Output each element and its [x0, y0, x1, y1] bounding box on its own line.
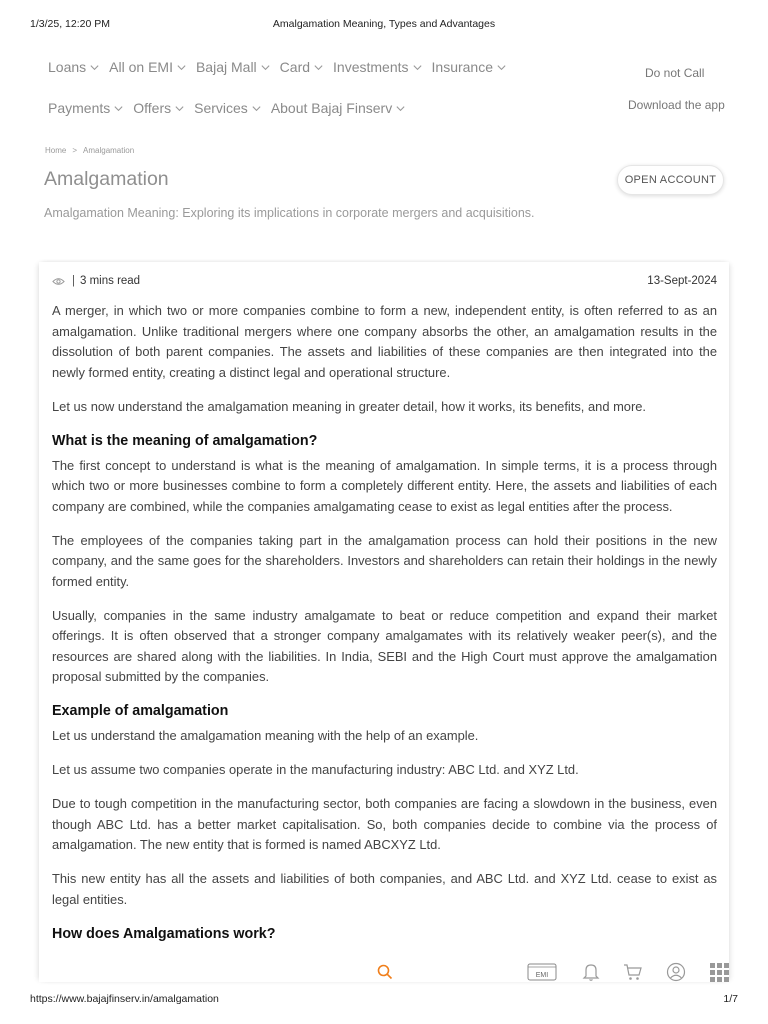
- nav-label: Investments: [333, 59, 409, 75]
- nav-item-payments[interactable]: [48, 100, 124, 116]
- chevron-down-icon: [176, 62, 187, 73]
- paragraph: This new entity has all the assets and liabilities of both companies, and ABC Ltd. and XYZ Ltd. cease to exist as legal entities.: [52, 871, 717, 907]
- paragraph: Let us assume two companies operate in the manufacturing industry: ABC Ltd. and XYZ Ltd.: [52, 762, 579, 777]
- nav-label: Bajaj Mall: [195, 59, 257, 75]
- do-not-call-link[interactable]: Do not Call: [645, 66, 705, 80]
- breadcrumb: [45, 146, 134, 155]
- print-doc-title: Amalgamation Meaning, Types and Advantages: [272, 18, 496, 30]
- nav-item-bajaj-mall[interactable]: [196, 59, 271, 75]
- page-title: Amalgamation: [44, 168, 169, 190]
- breadcrumb-current: Amalgamation: [83, 146, 135, 155]
- paragraph: A merger, in which two or more companies combine to form a new, independent entity, is often referred to as an amalgamation. Unlike traditional mergers where one company absorbs the other, an amalgamation results in the dissolution of both parent companies. The assets and liabilities of these companies are then integrated into the newly formed entity, creating a distinct legal and operational structure.: [52, 303, 717, 380]
- cart-icon[interactable]: [622, 961, 644, 983]
- open-account-button[interactable]: OPEN ACCOUNT: [617, 165, 724, 195]
- paragraph: Usually, companies in the same industry amalgamate to beat or reduce competition and expand their market offerings. It is often observed that a stronger company amalgamates with its relatively weaker peer(s), and the resources are shared along with the liabilities. In India, SEBI and the High Court must approve the amalgamation proposal submitted by the companies.: [52, 607, 717, 684]
- main-nav-row-2: [48, 100, 415, 116]
- apps-grid-icon[interactable]: [708, 961, 730, 983]
- nav-label: Loans: [48, 59, 87, 75]
- nav-item-offers[interactable]: [133, 100, 185, 116]
- nav-item-card[interactable]: [280, 59, 324, 75]
- nav-item-about-bajaj-finserv[interactable]: [271, 100, 406, 116]
- meta-separator: |: [72, 275, 75, 287]
- chevron-down-icon: [496, 62, 507, 73]
- print-page-indicator: 1/7: [723, 993, 738, 1005]
- chevron-down-icon: [412, 62, 423, 73]
- emi-label: EMI: [535, 972, 549, 979]
- print-header: [0, 18, 768, 34]
- bottom-action-bar: [330, 957, 768, 987]
- main-nav-row-1: [48, 59, 516, 75]
- chevron-down-icon: [89, 62, 100, 73]
- download-app-link[interactable]: Download the app: [628, 98, 725, 112]
- chevron-down-icon: [113, 103, 124, 114]
- article-meta: [52, 275, 717, 291]
- nav-item-all-on-emi[interactable]: [109, 59, 187, 75]
- print-datetime: 1/3/25, 12:20 PM: [30, 18, 110, 30]
- nav-item-services[interactable]: [194, 100, 262, 116]
- section-heading-how-it-works: How does Amalgamations work?: [52, 925, 276, 942]
- chevron-down-icon: [313, 62, 324, 73]
- bell-icon[interactable]: [581, 961, 601, 983]
- eye-icon: [52, 276, 65, 287]
- chevron-down-icon: [260, 62, 271, 73]
- nav-label: About Bajaj Finserv: [270, 100, 393, 116]
- search-icon[interactable]: [376, 961, 394, 983]
- section-heading-example: Example of amalgamation: [52, 703, 229, 719]
- nav-item-insurance[interactable]: [432, 59, 507, 75]
- paragraph: The first concept to understand is what is the meaning of amalgamation. In simple terms, it is a process through which two or more businesses combine to form a completely different entity. Here, the assets and liabilities of each company are combined, while the companies amalgamating cease to exist as legal entities after the process.: [52, 457, 717, 514]
- nav-label: All on EMI: [109, 59, 173, 75]
- read-time: 3 mins read: [80, 275, 141, 287]
- article-body: [52, 301, 717, 949]
- print-footer: [0, 993, 768, 1007]
- nav-label: Card: [279, 59, 311, 75]
- nav-item-investments[interactable]: [333, 59, 422, 75]
- emi-button[interactable]: [527, 961, 557, 983]
- nav-label: Services: [194, 100, 248, 116]
- paragraph: The employees of the companies taking part in the amalgamation process can hold their positions in the new company, and the same goes for the shareholders. Investors and shareholders can retain their holdings in the newly formed entity.: [52, 532, 717, 589]
- chevron-down-icon: [251, 103, 262, 114]
- breadcrumb-home[interactable]: Home: [45, 146, 67, 155]
- chevron-down-icon: [395, 103, 406, 114]
- paragraph: Let us understand the amalgamation meaning with the help of an example.: [52, 728, 479, 743]
- nav-label: Insurance: [431, 59, 493, 75]
- chevron-down-icon: [174, 103, 185, 114]
- paragraph: Let us now understand the amalgamation meaning in greater detail, how it works, its benefits, and more.: [52, 398, 647, 414]
- print-url: https://www.bajajfinserv.in/amalgamation: [30, 993, 219, 1005]
- paragraph: Due to tough competition in the manufacturing sector, both companies are facing a slowdown in the business, even though ABC Ltd. has a better market capitalisation. So, both companies decide to combine via the process of amalgamation. The new entity that is formed is named ABCXYZ Ltd.: [52, 796, 717, 852]
- section-heading-meaning: What is the meaning of amalgamation?: [52, 432, 318, 449]
- nav-label: Payments: [48, 100, 111, 116]
- profile-icon[interactable]: [665, 961, 687, 983]
- breadcrumb-separator: >: [72, 146, 78, 155]
- page-subtitle: Amalgamation Meaning: Exploring its implications in corporate mergers and acquisitions.: [44, 206, 535, 220]
- publish-date: 13-Sept-2024: [647, 275, 717, 287]
- nav-label: Offers: [133, 100, 172, 116]
- nav-item-loans[interactable]: [48, 59, 100, 75]
